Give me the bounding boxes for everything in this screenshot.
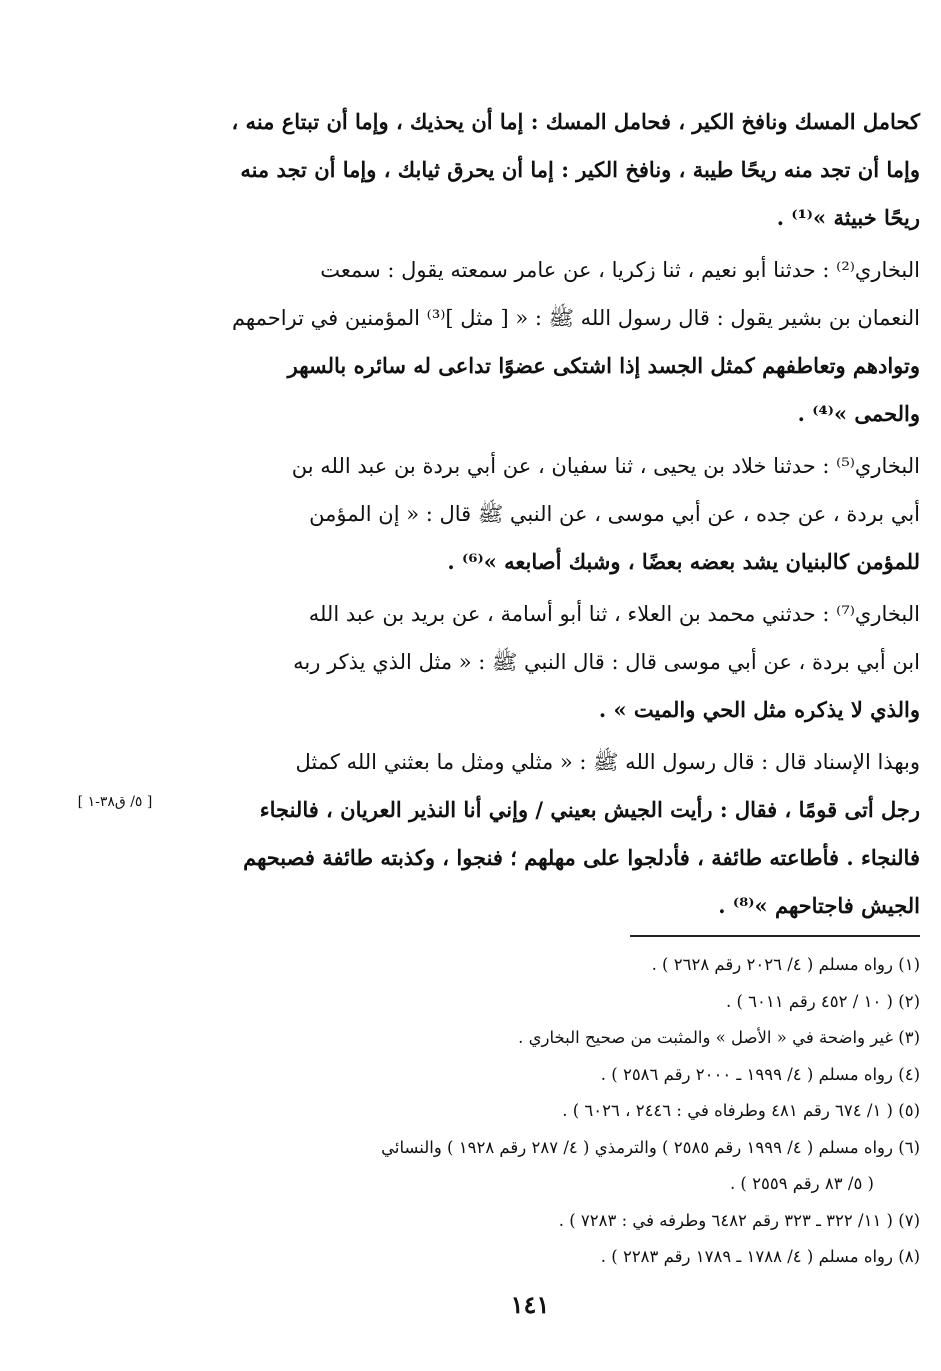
text-line: كحامل المسك ونافخ الكير ، فحامل المسك : إما أن يحذيك ، وإما أن تبتاع منه ، [231, 109, 920, 134]
text-line: الجيش فاجتاحهم »⁽⁸⁾ . [718, 893, 920, 918]
footnote: (٨) رواه مسلم ( ٤/ ١٧٨٨ ـ ١٧٨٩ رقم ٢٢٨٣ ) . [600, 1247, 920, 1266]
text-line: وتوادهم وتعاطفهم كمثل الجسد إذا اشتكى عضوًا تداعى له سائره بالسهر [287, 353, 920, 378]
footnote: (٦) رواه مسلم ( ٤/ ١٩٩٩ رقم ٢٥٨٥ ) والترمذي ( ٤/ ٢٨٧ رقم ١٩٢٨ ) والنسائي [381, 1137, 920, 1157]
footnote: (٢) ( ١٠ / ٤٥٢ رقم ٦٠١١ ) . [725, 991, 920, 1011]
text-line: أبي بردة ، عن جده ، عن أبي موسى ، عن النبي ﷺ قال : « إن المؤمن [309, 502, 920, 526]
text-line: والحمى »⁽⁴⁾ . [797, 401, 920, 426]
paragraph [180, 98, 920, 242]
paragraph [180, 738, 920, 930]
footnote: (٧) ( ١١/ ٣٢٢ ـ ٣٢٣ رقم ٦٤٨٢ وطرفه في : ٧٢٨٣ ) . [558, 1210, 920, 1230]
paragraph [180, 590, 920, 734]
footnote-continuation: ( ٥/ ٨٣ رقم ٢٥٥٩ ) . [729, 1174, 874, 1193]
paragraph [180, 246, 920, 438]
footnote: (١) رواه مسلم ( ٤/ ٢٠٢٦ رقم ٢٦٢٨ ) . [651, 955, 920, 974]
text-line: ريحًا خبيثة »⁽¹⁾ . [776, 205, 920, 230]
footnote: (٣) غير واضحة في « الأصل » والمثبت من صحيح البخاري . [518, 1028, 920, 1047]
text-line: البخاري⁽⁷⁾ : حدثني محمد بن العلاء ، ثنا أبو أسامة ، عن بريد بن عبد الله [308, 602, 920, 626]
manuscript-folio-marker: [ ٥/ ق٣٨-١ ] [77, 794, 153, 810]
text-line: البخاري⁽⁵⁾ : حدثنا خلاد بن يحيى ، ثنا سفيان ، عن أبي بردة بن عبد الله بن [291, 454, 920, 478]
footnote-separator [630, 935, 920, 937]
footnote: (٤) رواه مسلم ( ٤/ ١٩٩٩ ـ ٢٠٠٠ رقم ٢٥٨٦ ) . [600, 1064, 920, 1084]
main-text [180, 98, 920, 930]
paragraph [180, 442, 920, 586]
footnotes [180, 947, 920, 1276]
text-line: ابن أبي بردة ، عن أبي موسى قال : قال النبي ﷺ : « مثل الذي يذكر ربه [293, 650, 920, 674]
footnote: (٥) ( ١/ ٦٧٤ رقم ٤٨١ وطرفاه في : ٢٤٤٦ ، ٦٠٢٦ ) . [562, 1101, 920, 1120]
text-line: رجل أتى قومًا ، فقال : رأيت الجيش بعيني / وإني أنا النذير العريان ، فالنجاء [259, 797, 920, 822]
text-line: وبهذا الإسناد قال : قال رسول الله ﷺ : « مثلي ومثل ما بعثني الله كمثل [295, 750, 920, 774]
text-line: للمؤمن كالبنيان يشد بعضه بعضًا ، وشبك أصابعه »⁽⁶⁾ . [447, 549, 920, 574]
page-number: ١٤١ [510, 1290, 550, 1319]
text-line: البخاري⁽²⁾ : حدثنا أبو نعيم ، ثنا زكريا ، عن عامر سمعته يقول : سمعت [320, 258, 920, 282]
text-line: وإما أن تجد منه ريحًا طيبة ، ونافخ الكير : إما أن يحرق ثيابك ، وإما أن تجد منه [240, 157, 920, 182]
text-line: النعمان بن بشير يقول : قال رسول الله ﷺ : « [ مثل ]⁽³⁾ المؤمنين في تراحمهم [231, 306, 920, 330]
text-line: والذي لا يذكره مثل الحي والميت » . [598, 697, 920, 722]
text-line: فالنجاء . فأطاعته طائفة ، فأدلجوا على مهلهم ؛ فنجوا ، وكذبته طائفة فصبحهم [243, 845, 920, 870]
